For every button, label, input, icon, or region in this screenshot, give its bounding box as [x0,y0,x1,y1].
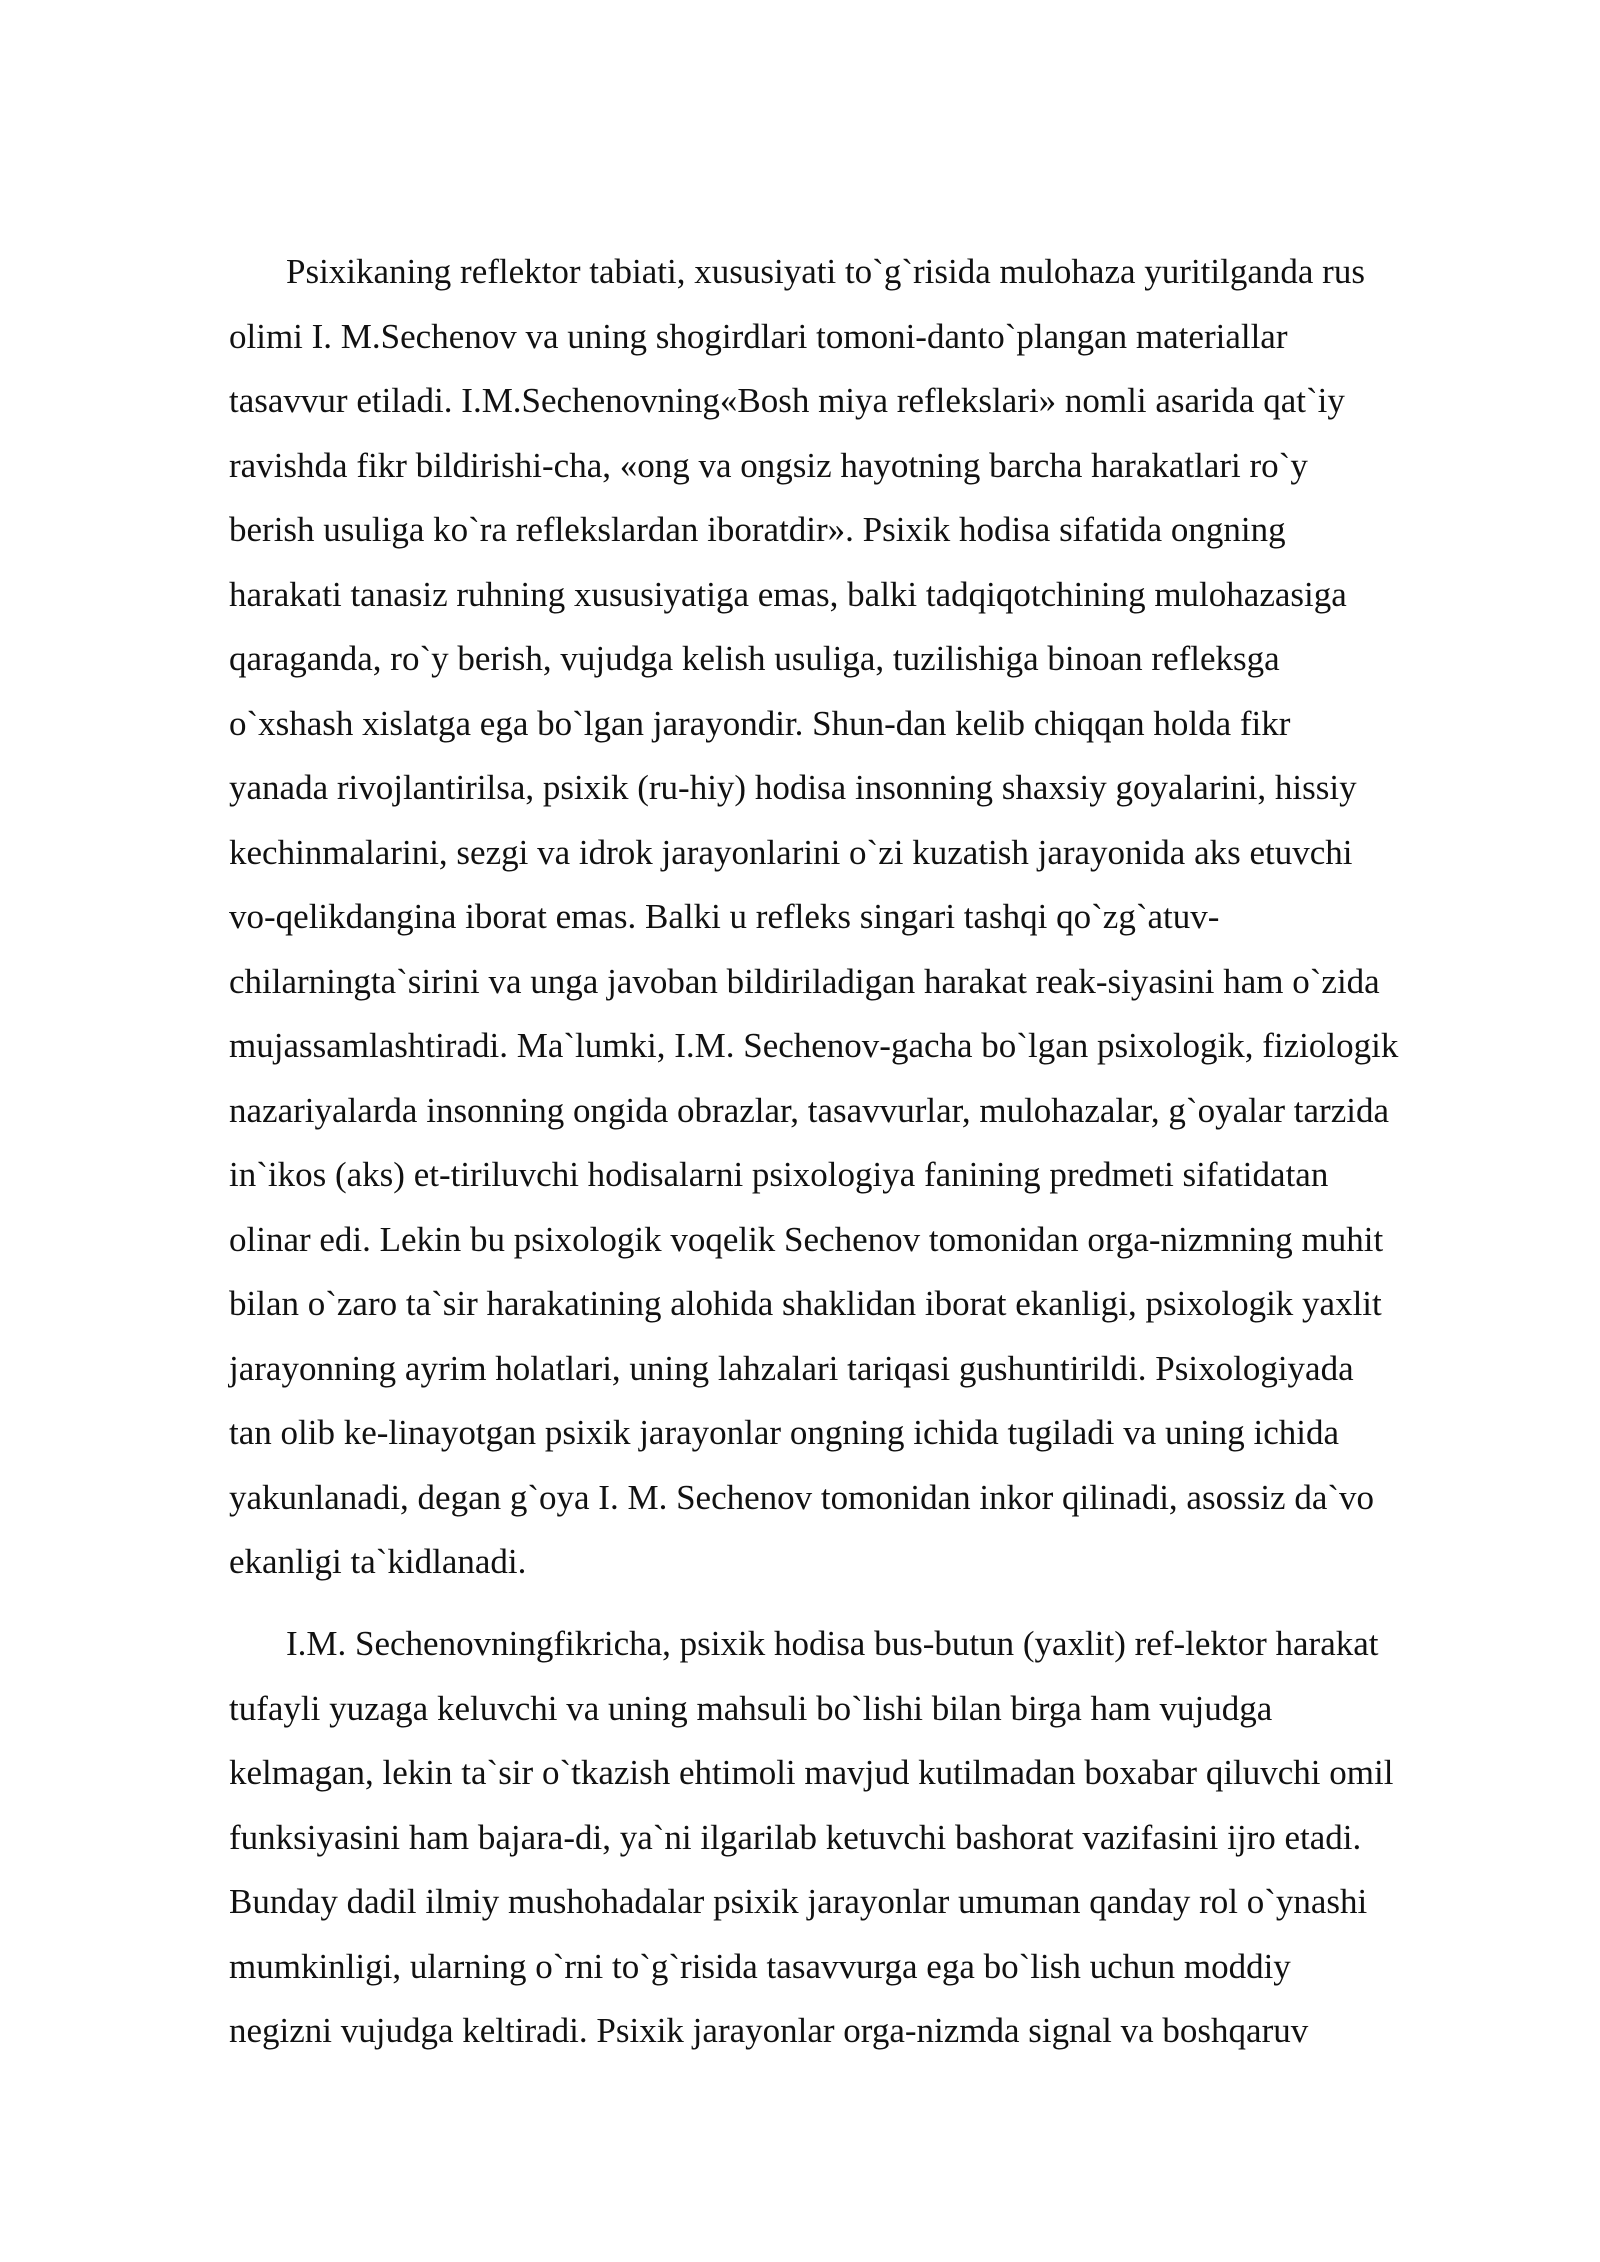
paragraph-line: olinar edi. Lekin bu psixologik voqelik Sechenov tomonidan orga-nizmning muhit [229,1219,1384,1259]
paragraph-line: o`xshash xislatga ega bo`lgan jarayondir. Shun-dan kelib chiqqan holda fikr [229,703,1291,743]
paragraph-line: kelmagan, lekin ta`sir o`tkazish ehtimoli mavjud kutilmadan boxabar qiluvchi omil [229,1753,1394,1792]
paragraph-line: Bunday dadil ilmiy mushohadalar psixik jarayonlar umuman qanday rol o`ynashi [229,1882,1368,1921]
paragraph-line: ekanligi ta`kidlanadi. [229,1542,527,1581]
paragraph-line: Psixikaning reflektor tabiati, xususiyati to`g`risida mulohaza yuritilganda rus [286,252,1365,291]
paragraph-line: ravishda fikr bildirishi-cha, «ong va ongsiz hayotning barcha harakatlari ro`y [229,445,1308,485]
paragraph-line: olimi I. M.Sechenov va uning shogirdlari tomoni-danto`plangan materiallar [229,316,1288,356]
paragraph-line: yakunlanadi, degan g`oya I. M. Sechenov tomonidan inkor qilinadi, asossiz da`vo [229,1477,1375,1517]
paragraph-line: chilarningta`sirini va unga javoban bildiriladigan harakat reak-siyasini ham o`zida [229,961,1380,1001]
paragraph-line: negizni vujudga keltiradi. Psixik jarayonlar orga-nizmda signal va boshqaruv [229,2011,1309,2050]
paragraph-line: berish usuliga ko`ra reflekslardan iboratdir». Psixik hodisa sifatida ongning [229,510,1286,549]
document-body [229,240,1489,2050]
paragraph-line: tan olib ke-linayotgan psixik jarayonlar ongning ichida tugiladi va uning ichida [229,1413,1340,1452]
paragraph-1 [229,240,1489,1595]
paragraph-line: yanada rivojlantirilsa, psixik (ru-hiy) hodisa insonning shaxsiy goyalarini, hissiy [229,768,1357,807]
paragraph-line: nazariyalarda insonning ongida obrazlar, tasavvurlar, mulohazalar, g`oyalar tarzida [229,1090,1389,1130]
paragraph-line: bilan o`zaro ta`sir harakatining alohida shaklidan iborat ekanligi, psixologik yaxlit [229,1284,1382,1323]
paragraph-line: mumkinligi, ularning o`rni to`g`risida tasavvurga ega bo`lish uchun moddiy [229,1946,1291,1986]
paragraph-line: tasavvur etiladi. I.M.Sechenovning«Bosh miya reflekslari» nomli asarida qat`iy [229,381,1345,420]
paragraph-line: I.M. Sechenovningfikricha, psixik hodisa bus-butun (yaxlit) ref-lektor harakat [286,1624,1379,1663]
paragraph-line: kechinmalarini, sezgi va idrok jarayonlarini o`zi kuzatish jarayonida aks etuvchi [229,832,1353,872]
paragraph-line: jarayonning ayrim holatlari, uning lahzalari tariqasi gushuntirildi. Psixologiyada [229,1348,1354,1388]
paragraph-line: harakati tanasiz ruhning xususiyatiga emas, balki tadqiqotchining mulohazasiga [229,574,1347,614]
paragraph-2 [229,1612,1393,2064]
paragraph-line: funksiyasini ham bajara-di, ya`ni ilgarilab ketuvchi bashorat vazifasini ijro etadi. [229,1817,1362,1857]
paragraph-line: tufayli yuzaga keluvchi va uning mahsuli bo`lishi bilan birga ham vujudga [229,1688,1273,1728]
paragraph-line: in`ikos (aks) et-tiriluvchi hodisalarni psixologiya fanining predmeti sifatidatan [229,1155,1329,1194]
paragraph-line: vo-qelikdangina iborat emas. Balki u refleks singari tashqi qo`zg`atuv- [229,897,1220,936]
paragraph-line: qaraganda, ro`y berish, vujudga kelish usuliga, tuzilishiga binoan refleksga [229,639,1280,678]
paragraph-line: mujassamlashtiradi. Ma`lumki, I.M. Sechenov-gacha bo`lgan psixologik, fiziologik [229,1026,1399,1065]
